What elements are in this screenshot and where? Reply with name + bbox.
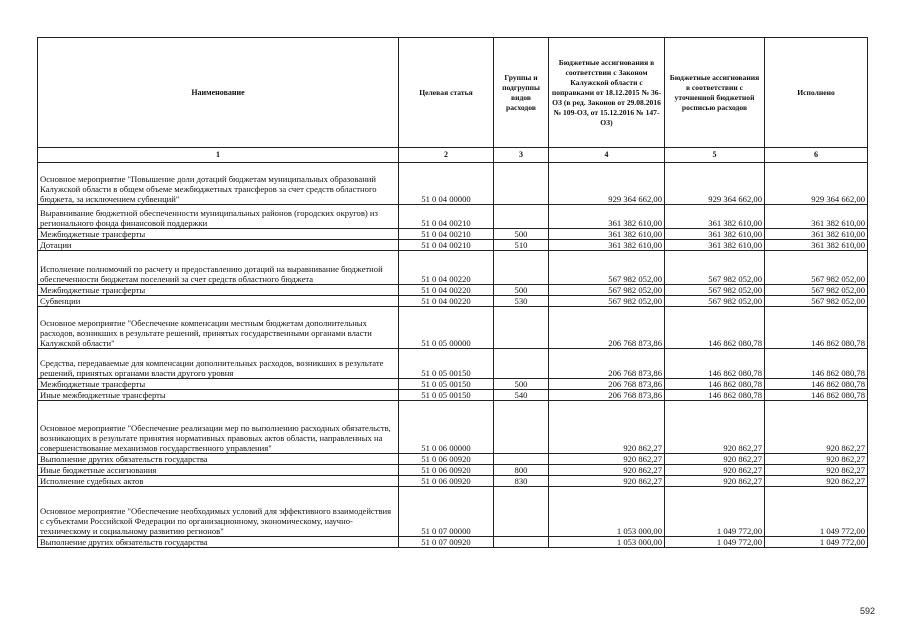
row-group xyxy=(494,454,549,465)
row-name: Средства, передаваемые для компенсации дополнительных расходов, возникших в результате решений, принятых органами власти другого уровня xyxy=(38,349,399,379)
row-name: Выполнение других обязательств государства xyxy=(38,454,399,465)
row-name: Выполнение других обязательств государства xyxy=(38,537,399,548)
row-law-assignment: 361 382 610,00 xyxy=(549,240,665,251)
table-row xyxy=(38,285,868,296)
row-name: Иные бюджетные ассигнования xyxy=(38,465,399,476)
row-refined-assignment: 146 862 080,78 xyxy=(665,307,765,349)
column-number: 5 xyxy=(665,148,765,163)
row-executed: 146 862 080,78 xyxy=(765,349,868,379)
page-number: 592 xyxy=(860,606,876,616)
row-executed: 146 862 080,78 xyxy=(765,390,868,401)
row-executed: 567 982 052,00 xyxy=(765,296,868,307)
row-group: 530 xyxy=(494,296,549,307)
row-target-article: 51 0 06 00920 xyxy=(399,476,494,487)
row-target-article: 51 0 07 00920 xyxy=(399,537,494,548)
row-name: Основное мероприятие "Обеспечение необходимых условий для эффективного взаимодействия с субъектами Российской Федерации по организационному, экономическому, научно-техническому и социальному развитию регионов" xyxy=(38,487,399,537)
column-number: 6 xyxy=(765,148,868,163)
row-group: 830 xyxy=(494,476,549,487)
header-groups: Группы и подгруппы видов расходов xyxy=(494,38,549,148)
header-refined-assignments: Бюджетные ассигнования в соответствии с уточненной бюджетной росписью расходов xyxy=(665,38,765,148)
row-law-assignment: 567 982 052,00 xyxy=(549,285,665,296)
header-law-assignments: Бюджетные ассигнования в соответствии с Законом Калужской области с поправками от 18.12.2015 № 36-ОЗ (в ред. Законов от 29.08.2016 № 109-ОЗ, от 15.12.2016 № 147-ОЗ) xyxy=(549,38,665,148)
row-refined-assignment: 567 982 052,00 xyxy=(665,285,765,296)
row-refined-assignment: 920 862,27 xyxy=(665,401,765,454)
row-refined-assignment: 920 862,27 xyxy=(665,476,765,487)
row-group xyxy=(494,349,549,379)
table-row xyxy=(38,390,868,401)
row-law-assignment: 567 982 052,00 xyxy=(549,296,665,307)
header-name: Наименование xyxy=(38,38,399,148)
row-law-assignment: 920 862,27 xyxy=(549,465,665,476)
row-name: Основное мероприятие "Повышение доли дотаций бюджетам муниципальных образований Калужской области в общем объеме межбюджетных трансферов за счет средств областного бюджета, за исключением субвенций" xyxy=(38,163,399,205)
row-executed: 361 382 610,00 xyxy=(765,240,868,251)
row-law-assignment: 206 768 873,86 xyxy=(549,390,665,401)
row-name: Дотации xyxy=(38,240,399,251)
row-group: 500 xyxy=(494,229,549,240)
row-target-article: 51 0 06 00000 xyxy=(399,401,494,454)
row-target-article: 51 0 06 00920 xyxy=(399,454,494,465)
row-law-assignment: 206 768 873,86 xyxy=(549,307,665,349)
column-number-row xyxy=(38,148,868,163)
row-refined-assignment: 929 364 662,00 xyxy=(665,163,765,205)
budget-table-sheet xyxy=(37,37,867,548)
budget-table xyxy=(37,37,868,548)
table-row xyxy=(38,240,868,251)
row-target-article: 51 0 04 00210 xyxy=(399,229,494,240)
row-name: Основное мероприятие "Обеспечение реализации мер по выполнению расходных обязательств, возникающих в результате принятия нормативных правовых актов области, направленных на совершенствование механизмов государственного управления" xyxy=(38,401,399,454)
row-target-article: 51 0 04 00220 xyxy=(399,251,494,285)
table-header-row xyxy=(38,38,868,148)
table-row xyxy=(38,307,868,349)
table-row xyxy=(38,379,868,390)
row-law-assignment: 1 053 000,00 xyxy=(549,537,665,548)
table-row xyxy=(38,205,868,229)
row-executed: 361 382 610,00 xyxy=(765,229,868,240)
row-target-article: 51 0 04 00000 xyxy=(399,163,494,205)
row-target-article: 51 0 04 00220 xyxy=(399,285,494,296)
row-group: 500 xyxy=(494,379,549,390)
row-executed: 146 862 080,78 xyxy=(765,307,868,349)
row-refined-assignment: 146 862 080,78 xyxy=(665,349,765,379)
row-group xyxy=(494,251,549,285)
table-row xyxy=(38,229,868,240)
table-row xyxy=(38,537,868,548)
row-group xyxy=(494,537,549,548)
row-name: Межбюджетные трансферты xyxy=(38,379,399,390)
row-refined-assignment: 567 982 052,00 xyxy=(665,296,765,307)
header-executed: Исполнено xyxy=(765,38,868,148)
row-name: Иные межбюджетные трансферты xyxy=(38,390,399,401)
row-executed: 361 382 610,00 xyxy=(765,205,868,229)
row-target-article: 51 0 06 00920 xyxy=(399,465,494,476)
row-group xyxy=(494,205,549,229)
row-group: 500 xyxy=(494,285,549,296)
row-executed: 920 862,27 xyxy=(765,454,868,465)
row-group: 540 xyxy=(494,390,549,401)
row-law-assignment: 929 364 662,00 xyxy=(549,163,665,205)
row-refined-assignment: 920 862,27 xyxy=(665,465,765,476)
row-name: Межбюджетные трансферты xyxy=(38,229,399,240)
table-row xyxy=(38,465,868,476)
row-law-assignment: 206 768 873,86 xyxy=(549,349,665,379)
row-refined-assignment: 146 862 080,78 xyxy=(665,379,765,390)
row-executed: 920 862,27 xyxy=(765,476,868,487)
row-group xyxy=(494,307,549,349)
table-row xyxy=(38,251,868,285)
row-name: Исполнение судебных актов xyxy=(38,476,399,487)
row-executed: 146 862 080,78 xyxy=(765,379,868,390)
row-target-article: 51 0 05 00150 xyxy=(399,379,494,390)
row-executed: 567 982 052,00 xyxy=(765,285,868,296)
row-name: Исполнение полномочий по расчету и предоставлению дотаций на выравнивание бюджетной обеспеченности бюджетам поселений за счет средств областного бюджета xyxy=(38,251,399,285)
row-law-assignment: 920 862,27 xyxy=(549,476,665,487)
table-row xyxy=(38,163,868,205)
row-refined-assignment: 361 382 610,00 xyxy=(665,240,765,251)
row-target-article: 51 0 04 00210 xyxy=(399,240,494,251)
row-refined-assignment: 1 049 772,00 xyxy=(665,487,765,537)
row-group xyxy=(494,401,549,454)
row-group xyxy=(494,487,549,537)
row-group: 510 xyxy=(494,240,549,251)
column-number: 1 xyxy=(38,148,399,163)
row-executed: 929 364 662,00 xyxy=(765,163,868,205)
row-refined-assignment: 567 982 052,00 xyxy=(665,251,765,285)
row-law-assignment: 920 862,27 xyxy=(549,454,665,465)
row-executed: 920 862,27 xyxy=(765,401,868,454)
row-executed: 1 049 772,00 xyxy=(765,487,868,537)
row-target-article: 51 0 07 00000 xyxy=(399,487,494,537)
table-row xyxy=(38,296,868,307)
column-number: 4 xyxy=(549,148,665,163)
row-name: Основное мероприятие "Обеспечение компенсации местным бюджетам дополнительных расходов, возникших в результате решений, принятых государственными органами власти Калужской области" xyxy=(38,307,399,349)
row-law-assignment: 1 053 000,00 xyxy=(549,487,665,537)
row-refined-assignment: 146 862 080,78 xyxy=(665,390,765,401)
row-target-article: 51 0 04 00220 xyxy=(399,296,494,307)
table-row xyxy=(38,349,868,379)
row-group xyxy=(494,163,549,205)
row-law-assignment: 920 862,27 xyxy=(549,401,665,454)
table-row xyxy=(38,487,868,537)
table-row xyxy=(38,454,868,465)
row-target-article: 51 0 05 00150 xyxy=(399,349,494,379)
row-refined-assignment: 1 049 772,00 xyxy=(665,537,765,548)
row-refined-assignment: 920 862,27 xyxy=(665,454,765,465)
header-target-article: Целевая статья xyxy=(399,38,494,148)
column-number: 3 xyxy=(494,148,549,163)
row-law-assignment: 361 382 610,00 xyxy=(549,205,665,229)
column-number: 2 xyxy=(399,148,494,163)
row-executed: 567 982 052,00 xyxy=(765,251,868,285)
row-name: Межбюджетные трансферты xyxy=(38,285,399,296)
row-name: Выравнивание бюджетной обеспеченности муниципальных районов (городских округов) из регионального фонда финансовой поддержки xyxy=(38,205,399,229)
row-law-assignment: 206 768 873,86 xyxy=(549,379,665,390)
row-law-assignment: 361 382 610,00 xyxy=(549,229,665,240)
table-row xyxy=(38,476,868,487)
row-target-article: 51 0 05 00000 xyxy=(399,307,494,349)
row-target-article: 51 0 04 00210 xyxy=(399,205,494,229)
row-target-article: 51 0 05 00150 xyxy=(399,390,494,401)
row-refined-assignment: 361 382 610,00 xyxy=(665,205,765,229)
row-name: Субвенции xyxy=(38,296,399,307)
row-group: 800 xyxy=(494,465,549,476)
table-row xyxy=(38,401,868,454)
row-executed: 920 862,27 xyxy=(765,465,868,476)
row-executed: 1 049 772,00 xyxy=(765,537,868,548)
row-refined-assignment: 361 382 610,00 xyxy=(665,229,765,240)
row-law-assignment: 567 982 052,00 xyxy=(549,251,665,285)
